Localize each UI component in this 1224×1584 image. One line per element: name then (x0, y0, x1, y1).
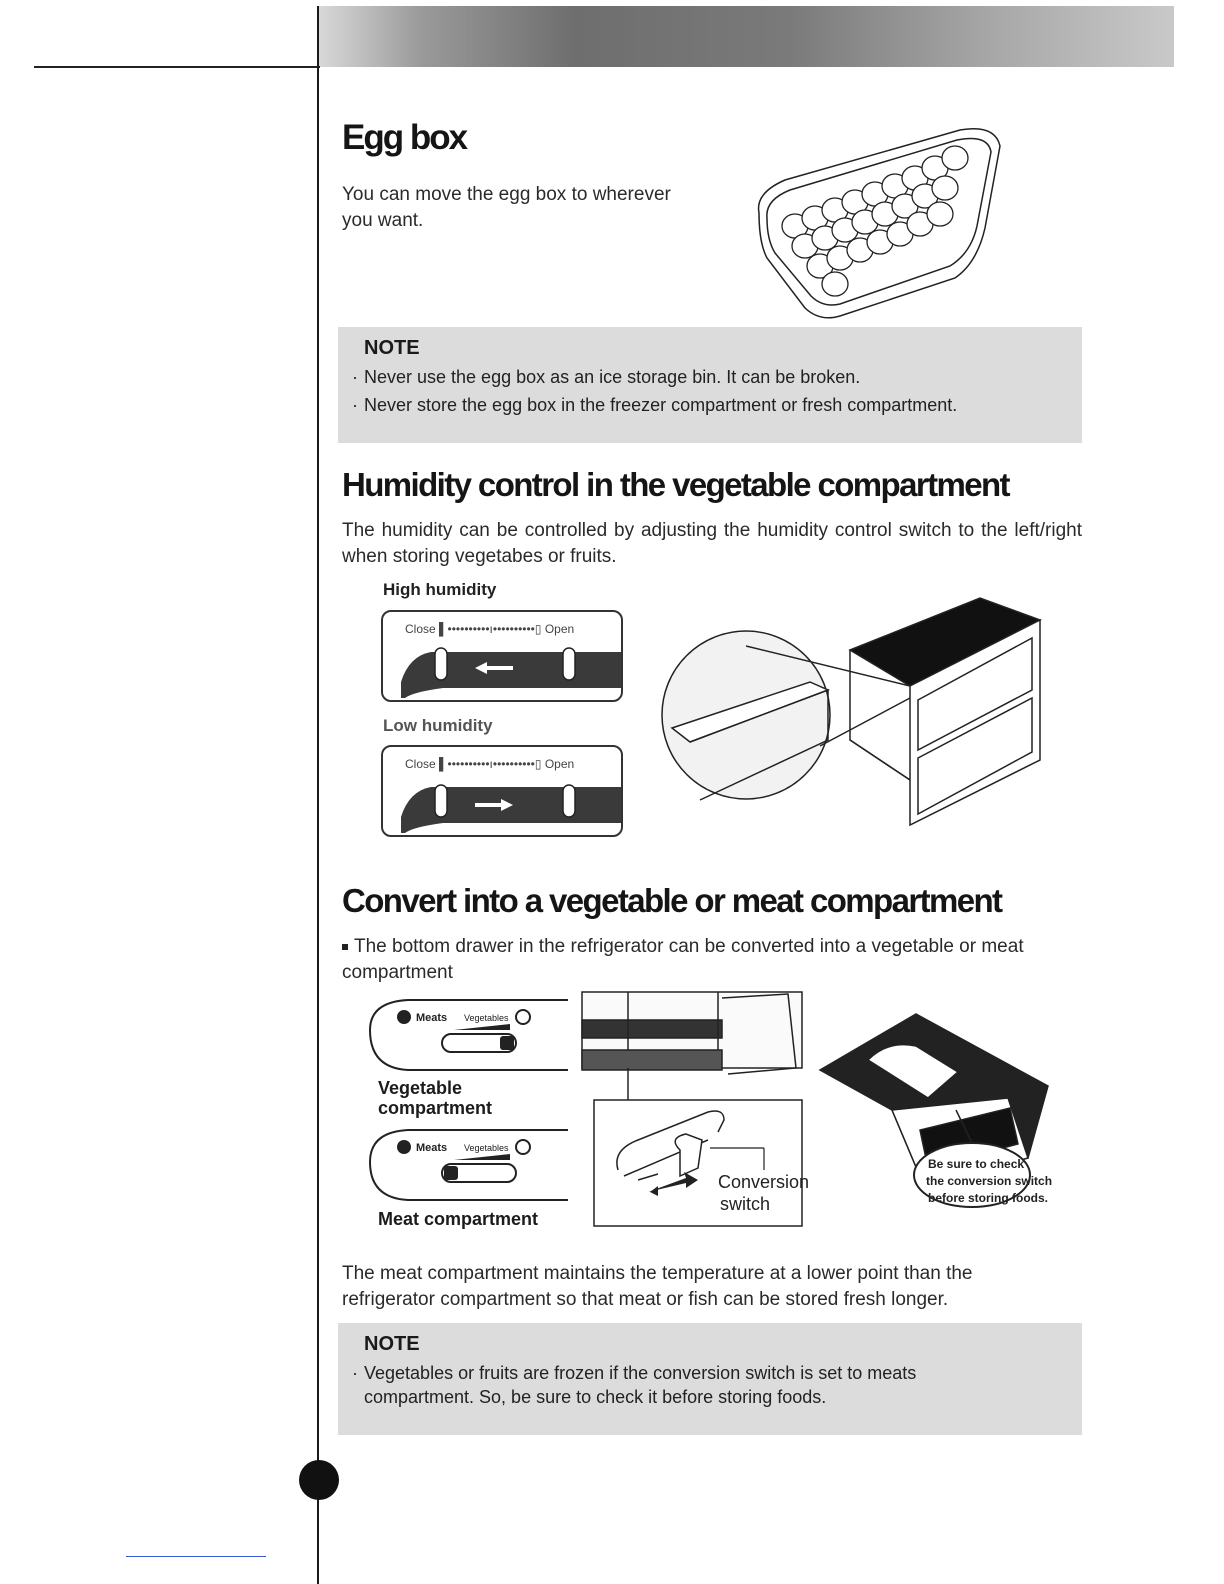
meat-compartment-caption: Meat compartment (378, 1209, 539, 1229)
convert-heading: Convert into a vegetable or meat compartment (342, 882, 1002, 919)
egg-box-text: You can move the egg box to wherever you want. (342, 184, 671, 231)
meats-label: Meats (416, 1142, 448, 1154)
note-item-continued: compartment. So, be sure to check it before storing foods. (364, 1387, 827, 1407)
high-humidity-label: High humidity (383, 580, 497, 599)
humidity-text: The humidity can be controlled by adjusting the humidity control switch to the left/right when storing vegetabes or fruits. (342, 520, 1082, 567)
vegetables-label: Vegetables (464, 1143, 509, 1153)
conversion-switch-label-2: switch (720, 1194, 771, 1214)
note-title: NOTE (364, 1333, 420, 1355)
callout-line-3: before storing foods. (928, 1191, 1048, 1205)
callout-line-2: the conversion switch (926, 1174, 1053, 1188)
margin-rule (317, 6, 319, 1584)
vegetables-label: Vegetables (464, 1013, 509, 1023)
bottom-underline (126, 1556, 266, 1557)
humidity-scale: Close ▌••••••••••ı••••••••••▯ Open (405, 757, 575, 771)
bullet-square-icon (342, 944, 348, 950)
egg-box-illustration (745, 118, 1010, 323)
page-marker (299, 1460, 339, 1500)
top-rule (34, 66, 320, 68)
high-humidity-switch-diagram (381, 610, 623, 702)
note-item: · Vegetables or fruits are frozen if the conversion switch is set to meats (352, 1363, 917, 1383)
conversion-switch-label-1: Conversion (718, 1172, 810, 1192)
note-box-conversion (338, 1323, 1082, 1435)
convert-bullet: The bottom drawer in the refrigerator can be converted into a vegetable or meat compartment (342, 936, 1024, 983)
low-humidity-switch-diagram (381, 745, 623, 837)
header-bar (318, 6, 1174, 67)
meats-label: Meats (416, 1012, 448, 1024)
callout-line-1: Be sure to check (928, 1157, 1025, 1171)
note-title: NOTE (364, 337, 420, 359)
low-humidity-label: Low humidity (383, 716, 493, 735)
vegetable-drawer-illustration (660, 590, 1050, 830)
note-box-egg (338, 327, 1082, 443)
note-item: · Never store the egg box in the freezer compartment or fresh compartment. (352, 395, 958, 415)
humidity-heading: Humidity control in the vegetable compartment (342, 466, 1009, 503)
egg-box-heading: Egg box (342, 118, 467, 157)
vegetable-compartment-caption: Vegetable compartment (378, 1078, 493, 1118)
note-item: · Never use the egg box as an ice storage bin. It can be broken. (352, 367, 861, 387)
meat-compartment-text: The meat compartment maintains the temperature at a lower point than the refrigerator compartment so that meat or fish can be stored fresh longer. (342, 1263, 973, 1310)
humidity-scale: Close ▌••••••••••ı••••••••••▯ Open (405, 622, 575, 636)
